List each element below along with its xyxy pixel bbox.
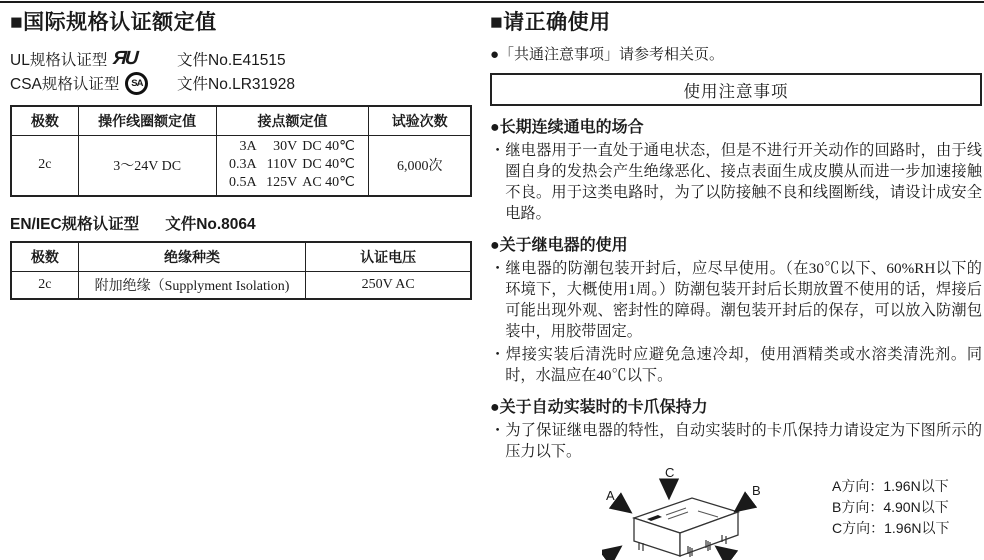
left-section-title: ■国际规格认证额定值 xyxy=(10,11,217,34)
en-iec-heading xyxy=(10,212,472,234)
force-line-a: A方向：1.96N以下 xyxy=(832,478,949,494)
direction-label-b: B xyxy=(752,483,761,498)
table-header-row xyxy=(11,106,471,136)
contact-rating-line xyxy=(223,174,363,192)
contact-rating-line xyxy=(223,138,363,156)
common-precautions-note: ●「共通注意事项」请参考相关页。 xyxy=(490,46,725,63)
force-line-c: C方向：1.96N以下 xyxy=(832,520,950,536)
contact-volt: 125V xyxy=(266,175,298,191)
ul-mark-icon: ЯU xyxy=(112,48,138,69)
header-contact-rating: 接点额定值 xyxy=(216,106,369,136)
cell-test-cycles: 6,000次 xyxy=(369,136,471,196)
csa-doc-number: 文件No.LR31928 xyxy=(177,76,296,93)
ul-doc-number: 文件No.E41515 xyxy=(177,52,286,69)
certification-list xyxy=(10,47,472,95)
paragraph: ・为了保证继电器的特性，自动实装时的卡爪保持力请设定为下图所示的压力以下。 xyxy=(490,422,982,460)
section-heading-continuous-power: ●长期连续通电的场合 xyxy=(490,119,644,136)
header-poles: 极数 xyxy=(11,106,78,136)
cell-coil-rating: 3～24V DC xyxy=(78,136,216,196)
contact-amp: 0.5A xyxy=(229,175,257,191)
ul-cert-row xyxy=(10,47,472,71)
en-iec-doc-number: 文件No.8064 xyxy=(165,215,256,233)
contact-cond: DC 40℃ xyxy=(302,157,355,173)
top-rule xyxy=(0,1,984,3)
usage-precautions-box: 使用注意事项 xyxy=(490,73,982,106)
contact-amp: 0.3A xyxy=(229,157,257,173)
contact-cond: DC 40℃ xyxy=(302,139,355,155)
ul-csa-ratings-table xyxy=(10,105,472,197)
right-section-title: ■请正确使用 xyxy=(490,11,611,34)
contact-volt: 30V xyxy=(273,139,298,155)
direction-label-a: A xyxy=(606,488,615,503)
arrow-bottom-right xyxy=(718,548,730,557)
paragraph: ・继电器用于一直处于通电状态，但是不进行开关动作的回路时，由于线圈自身的发热会产生绝缘恶化、接点表面生成皮膜从而进一步加速接触不良。用于这类电路时，为了以防接触不良和线圈断线，请设计成安全电路。 xyxy=(490,142,982,222)
header-coil-rating: 操作线圈额定值 xyxy=(78,106,216,136)
direction-label-c: C xyxy=(665,466,675,480)
en-iec-table xyxy=(10,241,472,300)
section-heading-relay-use: ●关于继电器的使用 xyxy=(490,237,628,254)
left-column xyxy=(10,10,472,300)
force-values xyxy=(832,476,949,539)
cell-certified-voltage: 250V AC xyxy=(306,271,471,299)
ul-cert-label: UL规格认证型 xyxy=(10,52,108,69)
cell-contact-rating xyxy=(216,136,369,196)
arrow-bottom-left xyxy=(607,548,619,557)
paragraph: ・焊接实装后清洗时应避免急速冷却，使用酒精类或水溶类清洗剂。同时，水温应在40℃以下。 xyxy=(490,346,982,384)
arrow-a xyxy=(617,502,629,511)
header-certified-voltage: 认证电压 xyxy=(306,242,471,272)
contact-volt: 110V xyxy=(266,157,298,173)
csa-mark-icon: SA xyxy=(125,72,148,95)
section-heading-claw-holding-force: ●关于自动实装时的卡爪保持力 xyxy=(490,399,708,416)
contact-amp: 3A xyxy=(239,139,257,155)
header-insulation-type: 绝缘种类 xyxy=(78,242,306,272)
paragraph: ・继电器的防潮包装开封后，应尽早使用。（在30℃以下、60%RH以下的环境下，大概使用1周。）防潮包装开封后长期放置不使用的话，焊接后可能出现外观、密封性的障碍。潮包装开封后的保存，可以放入防潮包装中，用胶带固定。 xyxy=(490,260,982,340)
csa-cert-label: CSA规格认证型 xyxy=(10,76,120,93)
header-poles: 极数 xyxy=(11,242,78,272)
arrow-b xyxy=(737,501,749,510)
contact-rating-line xyxy=(223,156,363,174)
en-iec-label: EN/IEC规格认证型 xyxy=(10,215,140,233)
csa-cert-row xyxy=(10,71,472,95)
table-row xyxy=(11,271,471,299)
cell-insulation-type: 附加绝缘（Supplyment Isolation) xyxy=(78,271,306,299)
cell-poles: 2c xyxy=(11,271,78,299)
right-column xyxy=(490,10,982,560)
table-row xyxy=(11,136,471,196)
header-test-cycles: 试验次数 xyxy=(369,106,471,136)
cell-poles: 2c xyxy=(11,136,78,196)
contact-cond: AC 40℃ xyxy=(302,175,355,191)
table-header-row xyxy=(11,242,471,272)
force-line-b: B方向：4.90N以下 xyxy=(832,499,949,515)
